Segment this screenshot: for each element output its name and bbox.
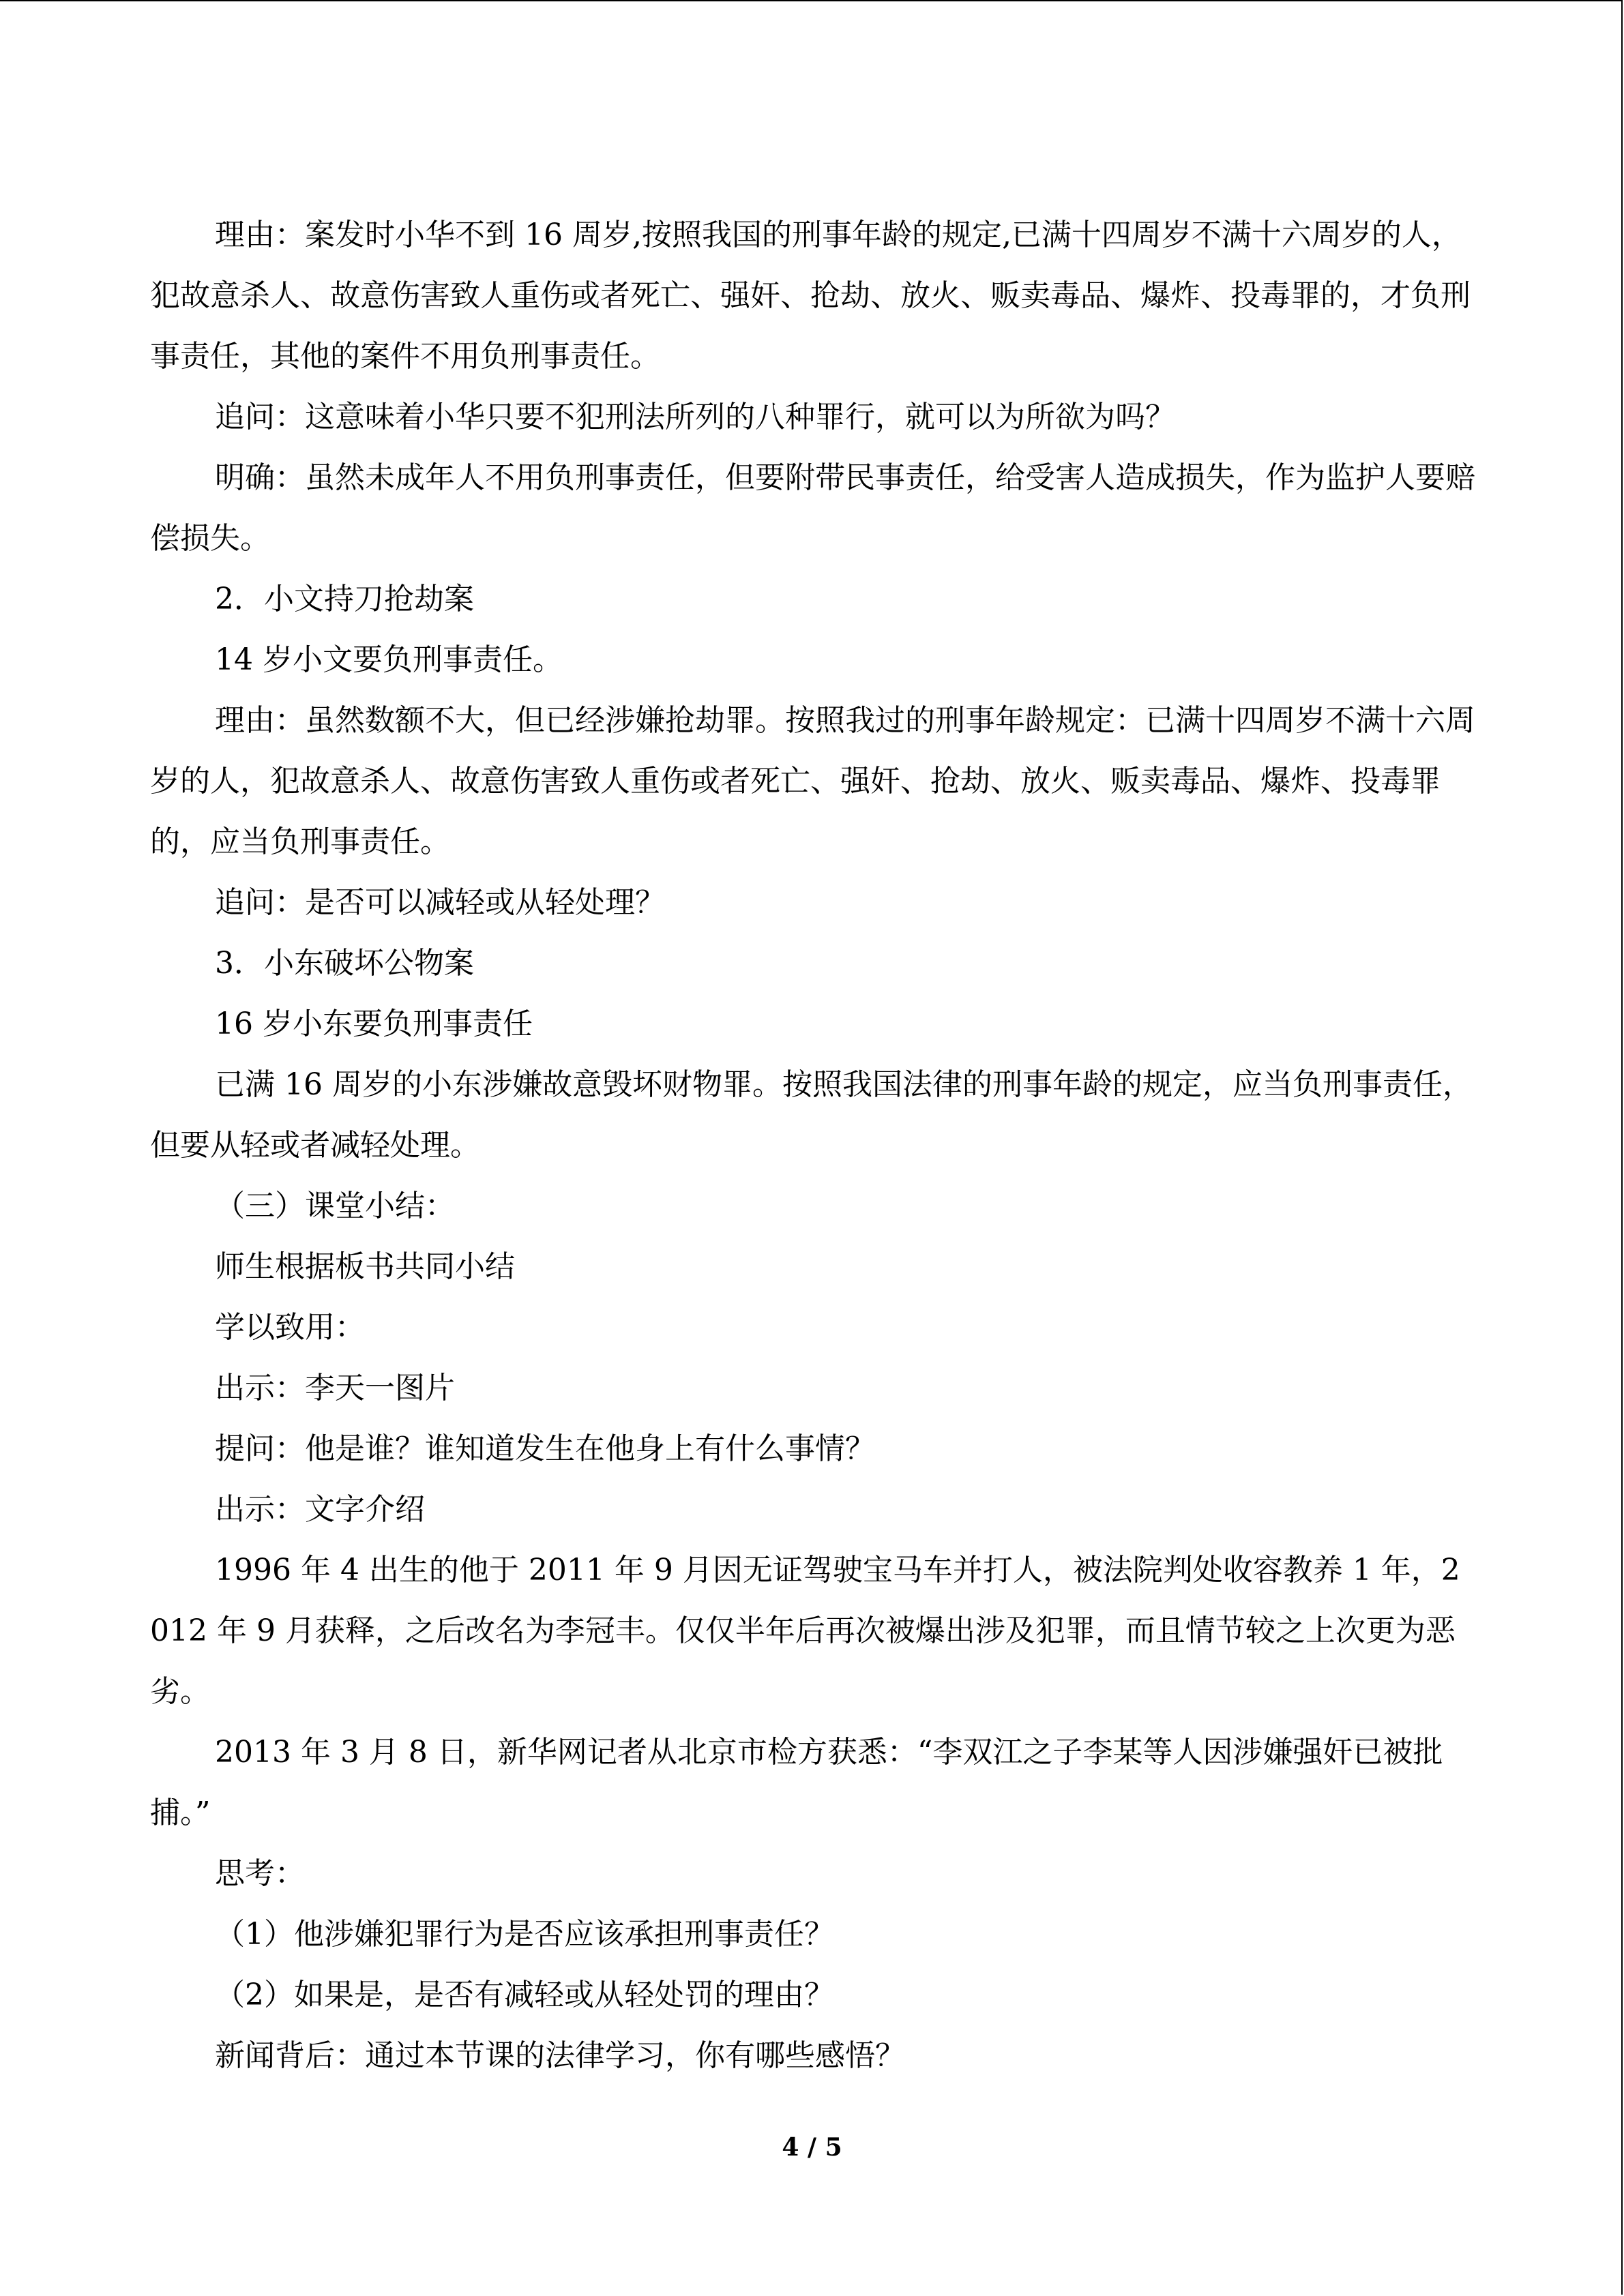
paragraph-summary: 师生根据板书共同小结 bbox=[215, 1249, 515, 1284]
section-heading-think: 思考： bbox=[215, 1856, 305, 1891]
paragraph-background-story: 1996 年 4 出生的他于 2011 年 9 月因无证驾驶宝马车并打人，被法院判处收容教养 1 年，2012 年 9 月获释，之后改名为李冠丰。仅仅半年后再次被爆出涉及犯罪，而且情节较之上次更为恶劣。 bbox=[150, 1553, 1460, 1709]
paragraph-xiaodong-explanation: 已满 16 周岁的小东涉嫌故意毁坏财物罪。按照我国法律的刑事年龄的规定，应当负刑事责任，但要从轻或者减轻处理。 bbox=[150, 1067, 1473, 1163]
paragraph-xiaodong-liability: 16 岁小东要负刑事责任 bbox=[215, 1007, 533, 1041]
paragraph-clarification: 明确：虽然未成年人不用负刑事责任，但要附带民事责任，给受害人造成损失，作为监护人要赔偿损失。 bbox=[150, 460, 1475, 556]
section-heading-application: 学以致用： bbox=[215, 1310, 365, 1345]
paragraph-question: 提问：他是谁？谁知道发生在他身上有什么事情？ bbox=[215, 1431, 875, 1466]
paragraph-think-question-1: （1）他涉嫌犯罪行为是否应该承担刑事责任？ bbox=[215, 1917, 834, 1952]
paragraph-reflection: 新闻背后：通过本节课的法律学习，你有哪些感悟？ bbox=[215, 2038, 905, 2073]
paragraph-think-question-2: （2）如果是，是否有减轻或从轻处罚的理由？ bbox=[215, 1978, 834, 2012]
paragraph-reason-xiaowen: 理由：虽然数额不大，但已经涉嫌抢劫罪。按照我过的刑事年龄规定：已满十四周岁不满十六周岁的人，犯故意杀人、故意伤害致人重伤或者死亡、强奸、抢劫、放火、贩卖毒品、爆炸、投毒罪的，应当负刑事责任。 bbox=[150, 703, 1475, 859]
section-heading-case-3: 3．小东破坏公物案 bbox=[215, 946, 474, 981]
paragraph-show-picture: 出示：李天一图片 bbox=[215, 1371, 455, 1405]
paragraph-xiaowen-liability: 14 岁小文要负刑事责任。 bbox=[215, 642, 563, 677]
section-heading-case-2: 2．小文持刀抢劫案 bbox=[215, 582, 474, 616]
document-body bbox=[150, 205, 1477, 2086]
paragraph-news-report: 2013 年 3 月 8 日，新华网记者从北京市检方获悉：“李双江之子李某等人因涉嫌强奸已被批捕。” bbox=[150, 1735, 1443, 1830]
paragraph-show-text: 出示：文字介绍 bbox=[215, 1492, 425, 1527]
paragraph-reason-xiaohua: 理由：案发时小华不到 16 周岁,按照我国的刑事年龄的规定,已满十四周岁不满十六周岁的人，犯故意杀人、故意伤害致人重伤或者死亡、强奸、抢劫、放火、贩卖毒品、爆炸、投毒罪的，才负刑事责任，其他的案件不用负刑事责任。 bbox=[150, 218, 1471, 374]
paragraph-follow-up-reduction: 追问：是否可以减轻或从轻处理？ bbox=[215, 885, 665, 920]
section-heading-summary: （三）课堂小结： bbox=[215, 1189, 455, 1223]
page-number: 4 / 5 bbox=[782, 2133, 842, 2162]
paragraph-follow-up-question: 追问：这意味着小华只要不犯刑法所列的八种罪行，就可以为所欲为吗？ bbox=[215, 400, 1175, 434]
